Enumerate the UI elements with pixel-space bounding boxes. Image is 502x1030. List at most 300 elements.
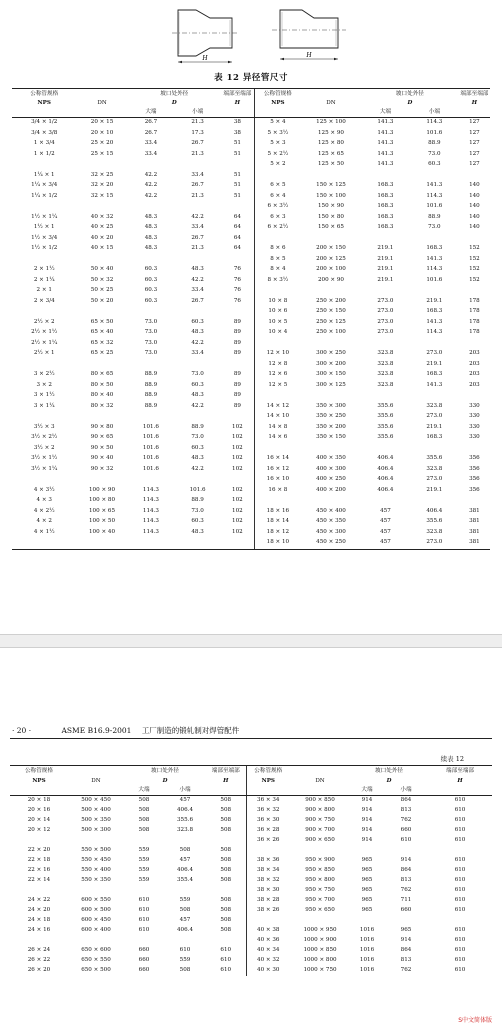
table-cell: 559 — [179, 897, 191, 904]
table-cell: 20 × 15 — [90, 119, 114, 126]
table-cell: 140 — [469, 213, 480, 220]
table-row — [12, 328, 490, 339]
table-cell: 355.6 — [426, 518, 443, 525]
table-cell: 356 — [469, 486, 480, 493]
table-cell: 1¼ × 3/4 — [31, 182, 58, 189]
table-cell: 89 — [233, 402, 241, 409]
table-cell: 1 × 1/2 — [33, 150, 55, 157]
table-cell: 5 × 2½ — [254, 150, 301, 161]
table-cell: 73.0 — [191, 371, 204, 378]
table-cell — [76, 160, 127, 171]
table-cell: 1000 × 900 — [303, 937, 337, 944]
table-cell: 323.8 — [377, 360, 394, 367]
table-cell: 900 × 800 — [305, 807, 335, 814]
table-cell — [459, 391, 490, 402]
table-cell — [361, 444, 410, 455]
table-cell: 323.8 — [177, 827, 194, 834]
table-cell: 965 — [361, 887, 373, 894]
table-cell: 152 — [469, 266, 480, 273]
table-cell: 610 — [454, 807, 466, 814]
table-cell: 141.3 — [377, 150, 394, 157]
table-row — [10, 856, 492, 866]
table-cell: 42.2 — [191, 276, 204, 283]
table-cell: 114.3 — [142, 518, 159, 525]
table-cell: 89 — [233, 339, 241, 346]
table-row — [12, 150, 490, 161]
table-cell: 125 × 100 — [316, 119, 346, 126]
col-small-end-right: 小端 — [410, 108, 459, 118]
table-cell: 610 — [138, 927, 150, 934]
table-cell: 101.6 — [142, 423, 159, 430]
table-row — [12, 286, 490, 297]
table-cell: 38 × 30 — [246, 886, 290, 896]
table-cell: 60.3 — [191, 444, 204, 451]
table-cell: 355.6 — [177, 817, 194, 824]
table-cell: 450 × 350 — [316, 518, 346, 525]
table-cell: 914 — [361, 837, 373, 844]
table-cell: 88.9 — [144, 371, 158, 378]
table-cell: 610 — [454, 967, 466, 974]
table-cell: 900 × 750 — [305, 817, 335, 824]
table-cell: 250 × 125 — [316, 318, 346, 325]
table-cell: 32 × 20 — [90, 182, 114, 189]
table-cell: 4 × 3½ — [33, 486, 55, 493]
table-cell: 355.6 — [377, 413, 394, 420]
table-cell: 10 × 8 — [254, 297, 301, 308]
table-cell: 610 — [454, 897, 466, 904]
table-cell: 36 × 34 — [246, 796, 290, 807]
table-cell: 610 — [400, 837, 412, 844]
table-cell: 48.3 — [144, 213, 158, 220]
table-cell: 65 × 25 — [90, 350, 114, 357]
table-cell: 38 × 32 — [246, 876, 290, 886]
table-cell: 330 — [469, 402, 480, 409]
table-cell: 550 × 350 — [81, 877, 111, 884]
table-cell: 48.3 — [191, 528, 204, 535]
col2-large-end-right: 大端 — [350, 786, 384, 796]
table-cell: 273.0 — [426, 350, 443, 357]
table-cell — [128, 307, 175, 318]
table-cell — [12, 360, 76, 371]
table-cell — [254, 339, 301, 350]
table-row — [10, 946, 492, 956]
table-cell: 18 × 12 — [254, 528, 301, 539]
table-cell: 50 × 32 — [90, 276, 114, 283]
table-cell: 203 — [469, 350, 480, 357]
table-cell: 1¼ × 1/2 — [31, 192, 58, 199]
table-cell: 250 × 100 — [316, 329, 346, 336]
table-cell: 51 — [233, 182, 241, 189]
table-cell — [10, 836, 68, 846]
table-cell: 114.3 — [142, 486, 159, 493]
table-cell — [254, 286, 301, 297]
table-cell: 101.6 — [142, 465, 159, 472]
table-cell: 965 — [361, 877, 373, 884]
table-cell — [361, 286, 410, 297]
col-bevel-od: 坡口处外径 — [128, 89, 221, 101]
table-cell: 219.1 — [426, 360, 443, 367]
table-row — [12, 507, 490, 518]
table-cell: 102 — [232, 518, 243, 525]
table-cell: 16 × 14 — [254, 454, 301, 465]
table-cell: 400 × 300 — [316, 465, 346, 472]
table-cell: 48.3 — [191, 329, 204, 336]
table-cell — [128, 202, 175, 213]
table-cell: 64 — [233, 224, 241, 231]
table-cell: 178 — [469, 329, 480, 336]
table-row — [10, 906, 492, 916]
table-cell: 500 × 300 — [81, 827, 111, 834]
table-cell: 323.8 — [377, 381, 394, 388]
table-cell: 102 — [232, 434, 243, 441]
table-cell — [164, 836, 206, 846]
table-cell: 89 — [233, 371, 241, 378]
table-cell: 300 × 150 — [316, 371, 346, 378]
table-cell: 600 × 500 — [81, 907, 111, 914]
table-cell: 273.0 — [377, 318, 394, 325]
table-cell: 273.0 — [377, 297, 394, 304]
table-cell: 3 × 2 — [36, 381, 52, 388]
table-cell: 813 — [400, 877, 412, 884]
table-cell: 1½ × 3/4 — [31, 234, 58, 241]
table-cell: 381 — [469, 528, 480, 535]
table-cell — [301, 496, 361, 507]
table-cell: 400 × 200 — [316, 486, 346, 493]
table-cell: 508 — [138, 817, 150, 824]
table-cell: 20 × 10 — [90, 129, 114, 136]
table-cell: 141.3 — [426, 318, 443, 325]
table-row — [12, 412, 490, 423]
table-cell: 350 × 300 — [316, 402, 346, 409]
table-row — [12, 297, 490, 308]
table-cell: 114.3 — [142, 528, 159, 535]
table-cell: 500 × 450 — [81, 797, 111, 804]
table-cell: 610 — [454, 797, 466, 804]
table-cell: 610 — [454, 887, 466, 894]
table-cell: 48.3 — [144, 245, 158, 252]
table-row — [12, 192, 490, 203]
table-cell: 610 — [138, 917, 150, 924]
table-row — [12, 475, 490, 486]
col2-dn: DN — [91, 777, 101, 784]
table-cell: 16 × 10 — [254, 475, 301, 486]
table-cell: 508 — [220, 877, 232, 884]
table-cell: 73.0 — [191, 507, 204, 514]
table-cell: 150 × 90 — [317, 203, 344, 210]
table-cell: 12 × 10 — [254, 349, 301, 360]
table-cell: 508 — [220, 797, 232, 804]
col-h-right: H — [471, 100, 478, 107]
continued-label: 续表 12 — [440, 755, 464, 763]
table-cell — [221, 475, 254, 486]
table-cell: 711 — [400, 897, 412, 904]
table-cell — [361, 339, 410, 350]
table-cell: 127 — [469, 150, 480, 157]
table-cell: 127 — [469, 161, 480, 168]
table-cell: 60.3 — [144, 287, 158, 294]
table-cell: 20 × 16 — [27, 807, 51, 814]
table-cell — [361, 171, 410, 182]
table-cell: 48.3 — [191, 392, 204, 399]
table-cell — [206, 936, 246, 946]
table-cell — [128, 160, 175, 171]
table-cell: 16 × 8 — [254, 486, 301, 497]
table-cell: 65 × 32 — [90, 339, 114, 346]
table-cell: 6 × 2½ — [254, 223, 301, 234]
table-cell: 8 × 5 — [254, 255, 301, 266]
table-cell: 762 — [400, 887, 412, 894]
col-end-to-end-right: 端部至端部 — [459, 89, 490, 101]
table-cell: 90 × 80 — [90, 423, 114, 430]
table-row — [12, 234, 490, 245]
table-cell: 508 — [179, 967, 191, 974]
table-cell: 168.3 — [377, 203, 394, 210]
table-row — [12, 360, 490, 371]
table-cell: 219.1 — [377, 276, 394, 283]
col-small-end: 小端 — [174, 108, 221, 118]
table-cell: 450 × 400 — [316, 507, 346, 514]
table-cell: 127 — [469, 140, 480, 147]
table-cell: 3/4 × 1/2 — [31, 119, 58, 126]
table-cell: 2½ × 2 — [33, 318, 55, 325]
table-cell: 38 × 34 — [246, 866, 290, 876]
table-cell: 610 — [454, 947, 466, 954]
table-cell: 1½ × 1/2 — [31, 245, 58, 252]
table-cell: 76 — [233, 266, 241, 273]
table-cell: 508 — [179, 907, 191, 914]
table-cell: 102 — [232, 528, 243, 535]
table-cell: 762 — [400, 967, 412, 974]
col-d: D — [171, 100, 177, 107]
table-cell: 559 — [138, 847, 150, 854]
table-cell: 64 — [233, 234, 241, 241]
table-cell: 3½ × 1½ — [31, 455, 58, 462]
table-row — [12, 370, 490, 381]
table-cell: 559 — [179, 957, 191, 964]
table-cell: 150 × 125 — [316, 182, 346, 189]
table-cell — [76, 538, 127, 549]
table-cell — [361, 391, 410, 402]
table-cell: 10 × 4 — [254, 328, 301, 339]
table-cell: 600 × 450 — [81, 917, 111, 924]
table-cell — [350, 846, 384, 856]
table-cell: 50 × 20 — [90, 297, 114, 304]
table-cell: 40 × 38 — [246, 926, 290, 936]
table-cell — [10, 886, 68, 896]
col2-small-end: 小端 — [164, 786, 206, 796]
table-cell — [459, 496, 490, 507]
table-cell: 381 — [469, 518, 480, 525]
table-row — [10, 846, 492, 856]
table-cell: 4 × 1½ — [33, 528, 55, 535]
col-large-end-right: 大端 — [361, 108, 410, 118]
table-cell: 660 — [400, 827, 412, 834]
table-cell: 219.1 — [377, 266, 394, 273]
table-cell: 406.4 — [426, 507, 443, 514]
table-cell — [128, 475, 175, 486]
table-cell: 152 — [469, 255, 480, 262]
table-cell: 914 — [361, 797, 373, 804]
table-cell — [174, 360, 221, 371]
table-cell: 965 — [361, 867, 373, 874]
table-cell: 508 — [220, 927, 232, 934]
table-cell: 610 — [179, 947, 191, 954]
table-cell: 864 — [400, 797, 412, 804]
table-cell: 381 — [459, 538, 490, 549]
table-cell: 500 × 400 — [81, 807, 111, 814]
table-cell: 660 — [138, 957, 150, 964]
table-cell: 3/4 × 3/8 — [31, 129, 58, 136]
table-cell: 660 — [138, 967, 150, 974]
table-cell: 330 — [469, 423, 480, 430]
table-cell: 60.3 — [191, 318, 204, 325]
table-cell: 200 × 125 — [316, 255, 346, 262]
table-cell: 65 × 50 — [90, 318, 114, 325]
table-cell: 457 — [380, 528, 391, 535]
table-cell: 219.1 — [426, 423, 443, 430]
table-cell: 2 × 1 — [36, 287, 52, 294]
table-cell: 64 — [233, 213, 241, 220]
table-cell: 900 × 650 — [305, 837, 335, 844]
table-cell: 8 × 3½ — [254, 276, 301, 287]
table-cell: 950 × 850 — [305, 867, 335, 874]
table-cell: 36 × 30 — [246, 816, 290, 826]
table-cell: 3 × 1½ — [33, 392, 55, 399]
table-cell: 36 × 28 — [246, 826, 290, 836]
table-cell — [410, 234, 459, 245]
table-cell: 2½ × 1½ — [31, 329, 58, 336]
table-cell: 457 — [380, 518, 391, 525]
table-cell: 88.9 — [191, 423, 204, 430]
table-cell: 14 × 10 — [254, 412, 301, 423]
table-cell: 18 × 10 — [254, 538, 301, 549]
table-cell: 550 × 500 — [81, 847, 111, 854]
table-cell: 508 — [220, 867, 232, 874]
table-cell: 550 × 400 — [81, 867, 111, 874]
table-cell: 88.9 — [428, 213, 441, 220]
table-cell: 14 × 6 — [254, 433, 301, 444]
table-cell — [350, 916, 384, 926]
table-cell: 168.3 — [377, 224, 394, 231]
table-row — [10, 966, 492, 976]
table-cell: 900 × 700 — [305, 827, 335, 834]
table-cell — [12, 160, 76, 171]
table-cell: 3½ × 1¼ — [31, 465, 58, 472]
table-cell: 178 — [469, 308, 480, 315]
table-cell: 650 × 550 — [81, 957, 111, 964]
table-cell: 114.3 — [142, 497, 159, 504]
table-cell: 610 — [454, 837, 466, 844]
table-cell: 508 — [220, 907, 232, 914]
table-cell: 102 — [232, 465, 243, 472]
table-cell: 65 × 40 — [90, 329, 114, 336]
table-row — [10, 876, 492, 886]
table-cell: 140 — [469, 224, 480, 231]
table-cell: 73.0 — [191, 434, 204, 441]
col2-nps: NPS — [32, 777, 46, 784]
table-cell: 40 × 34 — [246, 946, 290, 956]
table-cell: 273.0 — [410, 538, 459, 549]
table-row — [10, 836, 492, 846]
table-cell: 356 — [469, 455, 480, 462]
table-cell: 330 — [469, 413, 480, 420]
table-cell: 2½ × 1 — [33, 350, 55, 357]
table-cell: 100 × 80 — [89, 497, 116, 504]
table-cell: 140 — [469, 203, 480, 210]
table-cell: 48.3 — [191, 455, 204, 462]
table-cell: 406.4 — [177, 867, 194, 874]
col2-nps-cn: 公称管规格 — [10, 766, 68, 778]
table-cell — [459, 339, 490, 350]
table-cell: 141.3 — [426, 182, 443, 189]
table-row — [12, 139, 490, 150]
table-cell: 356 — [469, 465, 480, 472]
table-cell: 73.0 — [144, 329, 158, 336]
table-cell — [254, 496, 301, 507]
table-cell: 73.0 — [144, 318, 158, 325]
table-cell: 914 — [400, 857, 412, 864]
table-row — [10, 816, 492, 826]
table-cell: 168.3 — [426, 245, 443, 252]
table-row — [12, 444, 490, 455]
table-cell: 80 × 50 — [90, 381, 114, 388]
table-cell — [174, 255, 221, 266]
table-cell: 114.3 — [426, 266, 443, 273]
table-cell — [164, 886, 206, 896]
table-cell: 5 × 3½ — [254, 129, 301, 140]
table-cell: 60.3 — [191, 381, 204, 388]
table-cell: 24 × 18 — [27, 917, 51, 924]
table-cell — [76, 475, 127, 486]
table-cell — [290, 846, 350, 856]
table-cell — [128, 255, 175, 266]
table-cell — [410, 286, 459, 297]
table-cell: 73.0 — [144, 339, 158, 346]
table-cell: 500 × 350 — [81, 817, 111, 824]
table-row — [12, 307, 490, 318]
table-cell: 6 × 5 — [254, 181, 301, 192]
table-cell: 73.0 — [144, 350, 158, 357]
table-cell: 219.1 — [426, 297, 443, 304]
table-cell — [221, 360, 254, 371]
table-cell: 24 × 22 — [27, 897, 51, 904]
table-cell: 10 × 5 — [254, 318, 301, 329]
table-cell: 32 × 15 — [90, 192, 114, 199]
table-cell: 141.3 — [377, 161, 394, 168]
table-cell: 450 × 250 — [301, 538, 361, 549]
table-cell: 25 × 20 — [90, 140, 114, 147]
table-cell: 350 × 250 — [316, 413, 346, 420]
table-cell — [410, 171, 459, 182]
table-cell: 50 × 25 — [90, 287, 114, 294]
table-cell: 141.3 — [377, 119, 394, 126]
table-cell: 168.3 — [426, 371, 443, 378]
table-body — [12, 118, 490, 550]
table-cell — [76, 360, 127, 371]
table-cell: 12 × 5 — [254, 381, 301, 392]
col-nps: NPS — [37, 100, 51, 107]
table-cell: 406.4 — [377, 455, 394, 462]
table-cell — [12, 538, 76, 549]
table-cell: 22 × 16 — [27, 867, 51, 874]
table-row — [12, 202, 490, 213]
table-cell: 3 × 1¼ — [33, 402, 55, 409]
col2-h: H — [223, 777, 229, 784]
table-cell: 813 — [400, 807, 412, 814]
col2-bevel-od: 坡口处外径 — [124, 766, 206, 778]
table-cell: 26 × 22 — [27, 957, 51, 964]
table-cell: 40 × 30 — [246, 966, 290, 976]
